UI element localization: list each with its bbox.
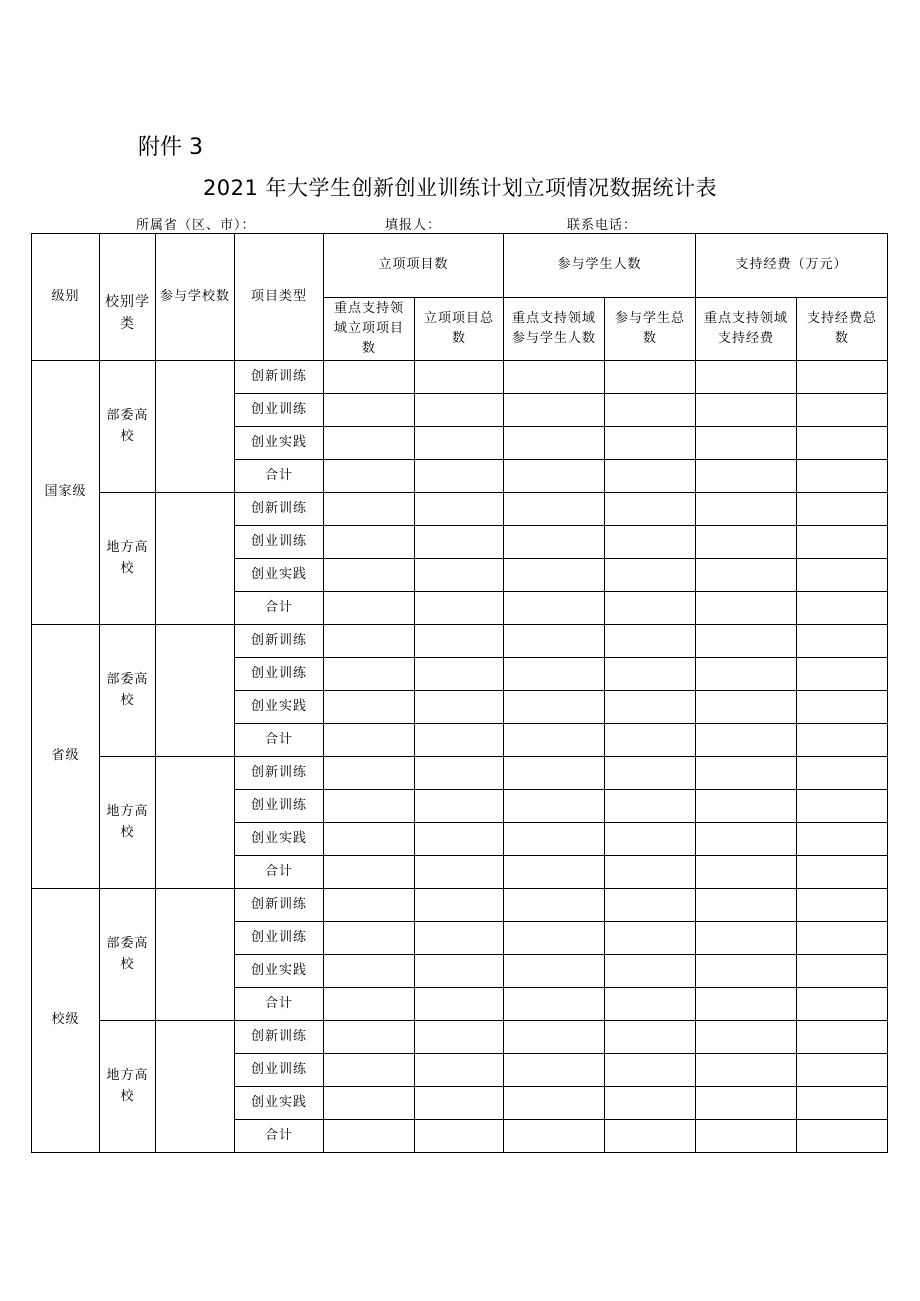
data-entry-cell[interactable]	[324, 691, 415, 724]
header-key-funding: 重点支持领域支持经费	[696, 298, 797, 361]
data-entry-cell[interactable]	[415, 427, 504, 460]
data-entry-cell[interactable]	[415, 889, 504, 922]
data-entry-cell[interactable]	[504, 823, 605, 856]
project-type-cell: 合计	[235, 988, 324, 1021]
data-entry-cell[interactable]	[415, 823, 504, 856]
data-entry-cell[interactable]	[797, 361, 888, 394]
data-entry-cell[interactable]	[324, 394, 415, 427]
data-entry-cell[interactable]	[324, 889, 415, 922]
data-entry-cell[interactable]	[696, 493, 797, 526]
data-entry-cell[interactable]	[696, 790, 797, 823]
data-entry-cell[interactable]	[324, 1021, 415, 1054]
data-entry-cell[interactable]	[324, 757, 415, 790]
school-count-cell[interactable]	[156, 889, 235, 1021]
data-entry-cell[interactable]	[605, 460, 696, 493]
data-entry-cell[interactable]	[797, 955, 888, 988]
table-row	[32, 1021, 888, 1054]
school-type-cell: 地方高校	[100, 1021, 156, 1153]
filler-label: 填报人：	[385, 218, 442, 233]
table-row	[32, 757, 888, 790]
header-key-students: 重点支持领域参与学生人数	[504, 298, 605, 361]
header-total-funding: 支持经费总数	[797, 298, 888, 361]
data-entry-cell[interactable]	[605, 526, 696, 559]
data-entry-cell[interactable]	[504, 724, 605, 757]
statistics-table	[31, 233, 888, 1153]
project-type-cell: 创业实践	[235, 823, 324, 856]
data-entry-cell[interactable]	[415, 460, 504, 493]
data-entry-cell[interactable]	[324, 1054, 415, 1087]
data-entry-cell[interactable]	[415, 658, 504, 691]
school-count-cell[interactable]	[156, 493, 235, 625]
data-entry-cell[interactable]	[324, 658, 415, 691]
data-entry-cell[interactable]	[797, 394, 888, 427]
data-entry-cell[interactable]	[696, 988, 797, 1021]
data-entry-cell[interactable]	[605, 724, 696, 757]
data-entry-cell[interactable]	[797, 988, 888, 1021]
data-entry-cell[interactable]	[605, 394, 696, 427]
data-entry-cell[interactable]	[504, 1120, 605, 1153]
level-cell: 省级	[32, 625, 100, 889]
data-entry-cell[interactable]	[696, 823, 797, 856]
data-entry-cell[interactable]	[696, 427, 797, 460]
data-entry-cell[interactable]	[696, 1087, 797, 1120]
project-type-cell: 创新训练	[235, 757, 324, 790]
data-entry-cell[interactable]	[696, 559, 797, 592]
header-group-students: 参与学生人数	[504, 234, 696, 298]
data-entry-cell[interactable]	[415, 1087, 504, 1120]
data-entry-cell[interactable]	[696, 922, 797, 955]
data-entry-cell[interactable]	[324, 592, 415, 625]
data-entry-cell[interactable]	[504, 922, 605, 955]
data-entry-cell[interactable]	[415, 988, 504, 1021]
data-entry-cell[interactable]	[415, 394, 504, 427]
project-type-cell: 合计	[235, 724, 324, 757]
data-entry-cell[interactable]	[696, 757, 797, 790]
data-entry-cell[interactable]	[797, 493, 888, 526]
data-entry-cell[interactable]	[605, 988, 696, 1021]
data-entry-cell[interactable]	[605, 493, 696, 526]
data-entry-cell[interactable]	[504, 790, 605, 823]
attachment-label: 附件 3	[138, 135, 203, 160]
data-entry-cell[interactable]	[696, 526, 797, 559]
data-entry-cell[interactable]	[605, 889, 696, 922]
data-entry-cell[interactable]	[415, 1021, 504, 1054]
data-entry-cell[interactable]	[605, 1021, 696, 1054]
data-entry-cell[interactable]	[324, 526, 415, 559]
project-type-cell: 创新训练	[235, 625, 324, 658]
data-entry-cell[interactable]	[797, 889, 888, 922]
table-row	[32, 361, 888, 394]
data-entry-cell[interactable]	[415, 856, 504, 889]
data-entry-cell[interactable]	[605, 1054, 696, 1087]
data-entry-cell[interactable]	[696, 625, 797, 658]
data-entry-cell[interactable]	[797, 559, 888, 592]
data-entry-cell[interactable]	[696, 460, 797, 493]
data-entry-cell[interactable]	[324, 427, 415, 460]
data-entry-cell[interactable]	[324, 1120, 415, 1153]
school-type-cell: 地方高校	[100, 757, 156, 889]
data-entry-cell[interactable]	[504, 988, 605, 1021]
data-entry-cell[interactable]	[696, 856, 797, 889]
data-entry-cell[interactable]	[504, 427, 605, 460]
table-row	[32, 889, 888, 922]
data-entry-cell[interactable]	[696, 361, 797, 394]
school-count-cell[interactable]	[156, 361, 235, 493]
data-entry-cell[interactable]	[504, 526, 605, 559]
data-entry-cell[interactable]	[415, 955, 504, 988]
data-entry-cell[interactable]	[797, 1120, 888, 1153]
data-entry-cell[interactable]	[696, 691, 797, 724]
data-entry-cell[interactable]	[504, 889, 605, 922]
header-total-students: 参与学生总数	[605, 298, 696, 361]
level-cell: 校级	[32, 889, 100, 1153]
project-type-cell: 创新训练	[235, 361, 324, 394]
project-type-cell: 创业实践	[235, 955, 324, 988]
project-type-cell: 创新训练	[235, 493, 324, 526]
data-entry-cell[interactable]	[797, 856, 888, 889]
table-row	[32, 493, 888, 526]
data-entry-cell[interactable]	[324, 922, 415, 955]
data-entry-cell[interactable]	[797, 691, 888, 724]
data-entry-cell[interactable]	[324, 559, 415, 592]
data-entry-cell[interactable]	[605, 691, 696, 724]
level-cell: 国家级	[32, 361, 100, 625]
data-entry-cell[interactable]	[797, 592, 888, 625]
data-entry-cell[interactable]	[415, 691, 504, 724]
data-entry-cell[interactable]	[324, 1087, 415, 1120]
data-entry-cell[interactable]	[415, 1120, 504, 1153]
data-entry-cell[interactable]	[415, 559, 504, 592]
header-school-category: 校别学类	[100, 234, 156, 361]
data-entry-cell[interactable]	[605, 625, 696, 658]
data-entry-cell[interactable]	[324, 460, 415, 493]
table-row	[32, 625, 888, 658]
data-entry-cell[interactable]	[504, 460, 605, 493]
project-type-cell: 合计	[235, 856, 324, 889]
school-type-cell: 地方高校	[100, 493, 156, 625]
project-type-cell: 创业训练	[235, 658, 324, 691]
data-entry-cell[interactable]	[504, 1054, 605, 1087]
school-count-cell[interactable]	[156, 757, 235, 889]
data-entry-cell[interactable]	[696, 1021, 797, 1054]
header-level: 级别	[32, 234, 100, 361]
header-school-count: 参与学校数	[156, 234, 235, 361]
data-entry-cell[interactable]	[415, 625, 504, 658]
data-entry-cell[interactable]	[504, 757, 605, 790]
data-entry-cell[interactable]	[415, 1054, 504, 1087]
project-type-cell: 创新训练	[235, 889, 324, 922]
data-entry-cell[interactable]	[696, 1120, 797, 1153]
data-entry-cell[interactable]	[797, 790, 888, 823]
document-title: 2021 年大学生创新创业训练计划立项情况数据统计表	[202, 176, 718, 200]
data-entry-cell[interactable]	[605, 559, 696, 592]
data-entry-cell[interactable]	[415, 790, 504, 823]
project-type-cell: 合计	[235, 1120, 324, 1153]
data-entry-cell[interactable]	[797, 922, 888, 955]
data-entry-cell[interactable]	[415, 526, 504, 559]
project-type-cell: 创业训练	[235, 394, 324, 427]
data-entry-cell[interactable]	[797, 1054, 888, 1087]
header-total-projects: 立项项目总数	[415, 298, 504, 361]
data-entry-cell[interactable]	[324, 988, 415, 1021]
data-entry-cell[interactable]	[504, 361, 605, 394]
data-entry-cell[interactable]	[605, 856, 696, 889]
data-entry-cell[interactable]	[605, 1120, 696, 1153]
project-type-cell: 合计	[235, 460, 324, 493]
header-group-funding: 支持经费（万元）	[696, 234, 888, 298]
data-entry-cell[interactable]	[324, 361, 415, 394]
header-project-type: 项目类型	[235, 234, 324, 361]
project-type-cell: 创业训练	[235, 1054, 324, 1087]
data-entry-cell[interactable]	[797, 526, 888, 559]
data-entry-cell[interactable]	[415, 922, 504, 955]
school-type-cell: 部委高校	[100, 889, 156, 1021]
project-type-cell: 创业实践	[235, 691, 324, 724]
data-entry-cell[interactable]	[504, 856, 605, 889]
data-entry-cell[interactable]	[324, 955, 415, 988]
data-entry-cell[interactable]	[696, 889, 797, 922]
data-entry-cell[interactable]	[504, 625, 605, 658]
school-count-cell[interactable]	[156, 1021, 235, 1153]
header-key-projects: 重点支持领域立项项目数	[324, 298, 415, 361]
data-entry-cell[interactable]	[797, 757, 888, 790]
data-entry-cell[interactable]	[415, 757, 504, 790]
data-entry-cell[interactable]	[605, 955, 696, 988]
data-entry-cell[interactable]	[605, 790, 696, 823]
data-entry-cell[interactable]	[415, 361, 504, 394]
project-type-cell: 创新训练	[235, 1021, 324, 1054]
header-group-projects: 立项项目数	[324, 234, 504, 298]
project-type-cell: 创业实践	[235, 1087, 324, 1120]
data-entry-cell[interactable]	[797, 460, 888, 493]
data-entry-cell[interactable]	[504, 955, 605, 988]
data-entry-cell[interactable]	[504, 1087, 605, 1120]
data-entry-cell[interactable]	[696, 592, 797, 625]
school-type-cell: 部委高校	[100, 625, 156, 757]
data-entry-cell[interactable]	[605, 922, 696, 955]
data-entry-cell[interactable]	[324, 856, 415, 889]
project-type-cell: 创业训练	[235, 526, 324, 559]
data-entry-cell[interactable]	[605, 427, 696, 460]
school-count-cell[interactable]	[156, 625, 235, 757]
data-entry-cell[interactable]	[324, 493, 415, 526]
data-entry-cell[interactable]	[605, 658, 696, 691]
project-type-cell: 创业实践	[235, 427, 324, 460]
data-entry-cell[interactable]	[797, 658, 888, 691]
province-label: 所属省（区、市）：	[136, 218, 256, 233]
data-entry-cell[interactable]	[797, 1087, 888, 1120]
data-entry-cell[interactable]	[504, 394, 605, 427]
data-entry-cell[interactable]	[696, 955, 797, 988]
data-entry-cell[interactable]	[415, 724, 504, 757]
data-entry-cell[interactable]	[605, 1087, 696, 1120]
data-entry-cell[interactable]	[504, 691, 605, 724]
data-entry-cell[interactable]	[504, 592, 605, 625]
data-entry-cell[interactable]	[696, 1054, 797, 1087]
project-type-cell: 创业训练	[235, 922, 324, 955]
project-type-cell: 创业实践	[235, 559, 324, 592]
data-entry-cell[interactable]	[696, 658, 797, 691]
data-entry-cell[interactable]	[504, 658, 605, 691]
school-type-cell: 部委高校	[100, 361, 156, 493]
phone-label: 联系电话：	[567, 218, 638, 233]
data-entry-cell[interactable]	[504, 559, 605, 592]
data-entry-cell[interactable]	[797, 823, 888, 856]
data-entry-cell[interactable]	[605, 361, 696, 394]
data-entry-cell[interactable]	[696, 724, 797, 757]
data-entry-cell[interactable]	[797, 724, 888, 757]
data-entry-cell[interactable]	[324, 724, 415, 757]
project-type-cell: 创业训练	[235, 790, 324, 823]
data-entry-cell[interactable]	[605, 757, 696, 790]
project-type-cell: 合计	[235, 592, 324, 625]
data-entry-cell[interactable]	[696, 394, 797, 427]
data-entry-cell[interactable]	[797, 427, 888, 460]
data-entry-cell[interactable]	[605, 592, 696, 625]
data-entry-cell[interactable]	[504, 1021, 605, 1054]
data-entry-cell[interactable]	[504, 493, 605, 526]
data-entry-cell[interactable]	[324, 625, 415, 658]
data-entry-cell[interactable]	[415, 493, 504, 526]
data-entry-cell[interactable]	[415, 592, 504, 625]
data-entry-cell[interactable]	[324, 790, 415, 823]
data-entry-cell[interactable]	[797, 625, 888, 658]
data-entry-cell[interactable]	[605, 823, 696, 856]
data-entry-cell[interactable]	[324, 823, 415, 856]
data-entry-cell[interactable]	[797, 1021, 888, 1054]
